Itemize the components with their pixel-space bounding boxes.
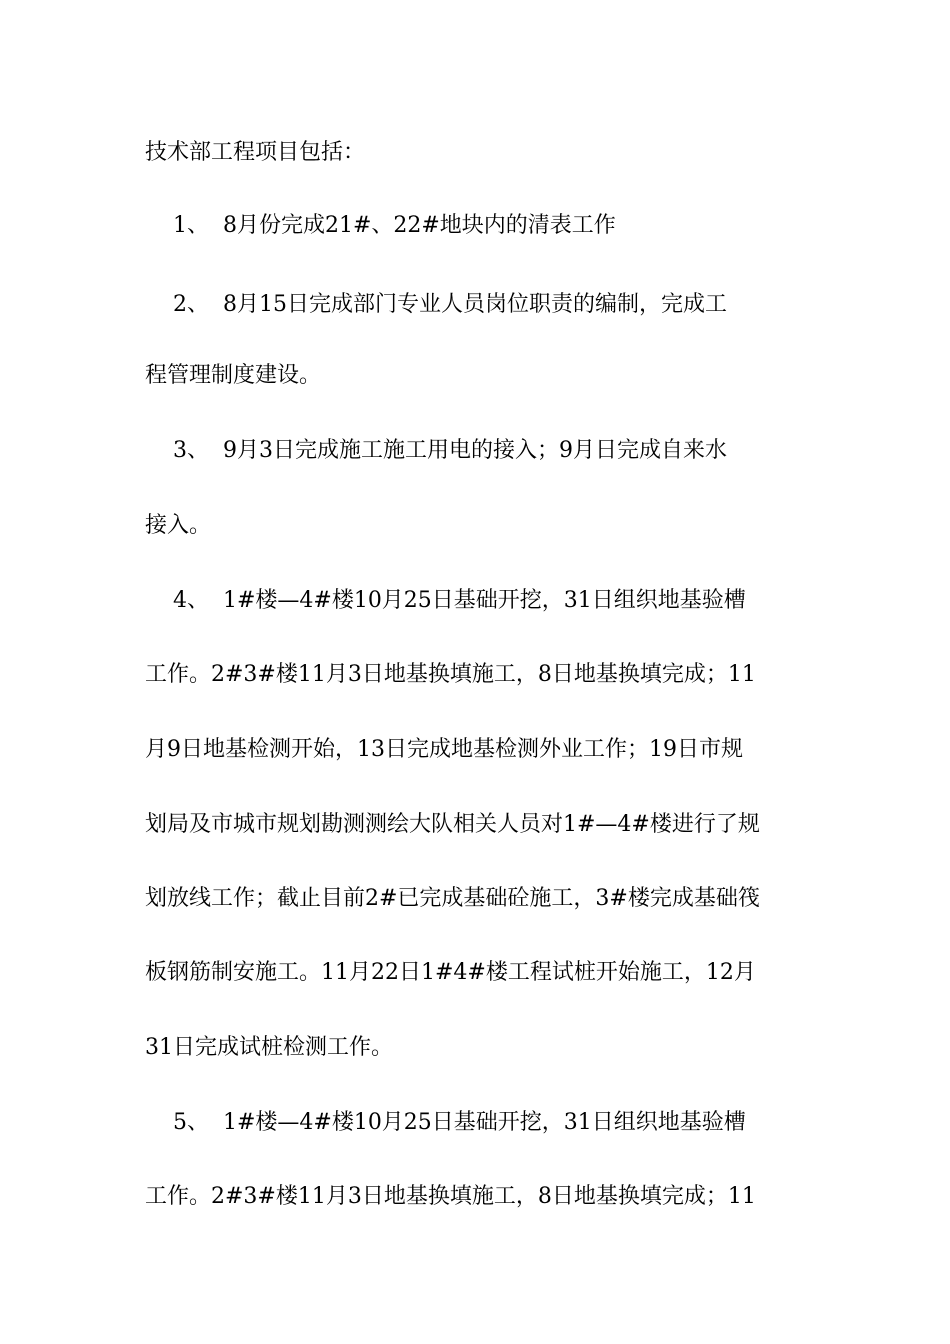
item-2-line-2: 程管理制度建设。 bbox=[145, 363, 322, 388]
item-4-line-6: 板钢筋制安施工。11月22日1#4#楼工程试桩开始施工，12月 bbox=[145, 960, 756, 985]
item-4-line-4: 划局及市城市规划勘测测绘大队相关人员对1#—4#楼进行了规 bbox=[145, 812, 760, 837]
heading-line: 技术部工程项目包括： bbox=[145, 140, 366, 165]
item-4-line-5: 划放线工作；截止目前2#已完成基础砼施工，3#楼完成基础筏 bbox=[145, 886, 760, 911]
item-4-line-3: 月9日地基检测开始，13日完成地基检测外业工作；19日市规 bbox=[145, 737, 743, 762]
item-3-line-1: 3、 9月3日完成施工施工用电的接入；9月日完成自来水 bbox=[145, 438, 727, 463]
item-3-line-2: 接入。 bbox=[145, 513, 212, 538]
item-2-line-1: 2、 8月15日完成部门专业人员岗位职责的编制，完成工 bbox=[145, 292, 727, 317]
item-4-line-7: 31日完成试桩检测工作。 bbox=[145, 1035, 393, 1060]
item-4-line-1: 4、 1#楼—4#楼10月25日基础开挖，31日组织地基验槽 bbox=[145, 588, 746, 613]
item-5-line-1: 5、 1#楼—4#楼10月25日基础开挖，31日组织地基验槽 bbox=[145, 1110, 746, 1135]
item-5-line-2: 工作。2#3#楼11月3日地基换填施工，8日地基换填完成；11 bbox=[145, 1184, 756, 1209]
item-1-line: 1、 8月份完成21#、22#地块内的清表工作 bbox=[145, 213, 616, 238]
item-4-line-2: 工作。2#3#楼11月3日地基换填施工，8日地基换填完成；11 bbox=[145, 662, 756, 687]
